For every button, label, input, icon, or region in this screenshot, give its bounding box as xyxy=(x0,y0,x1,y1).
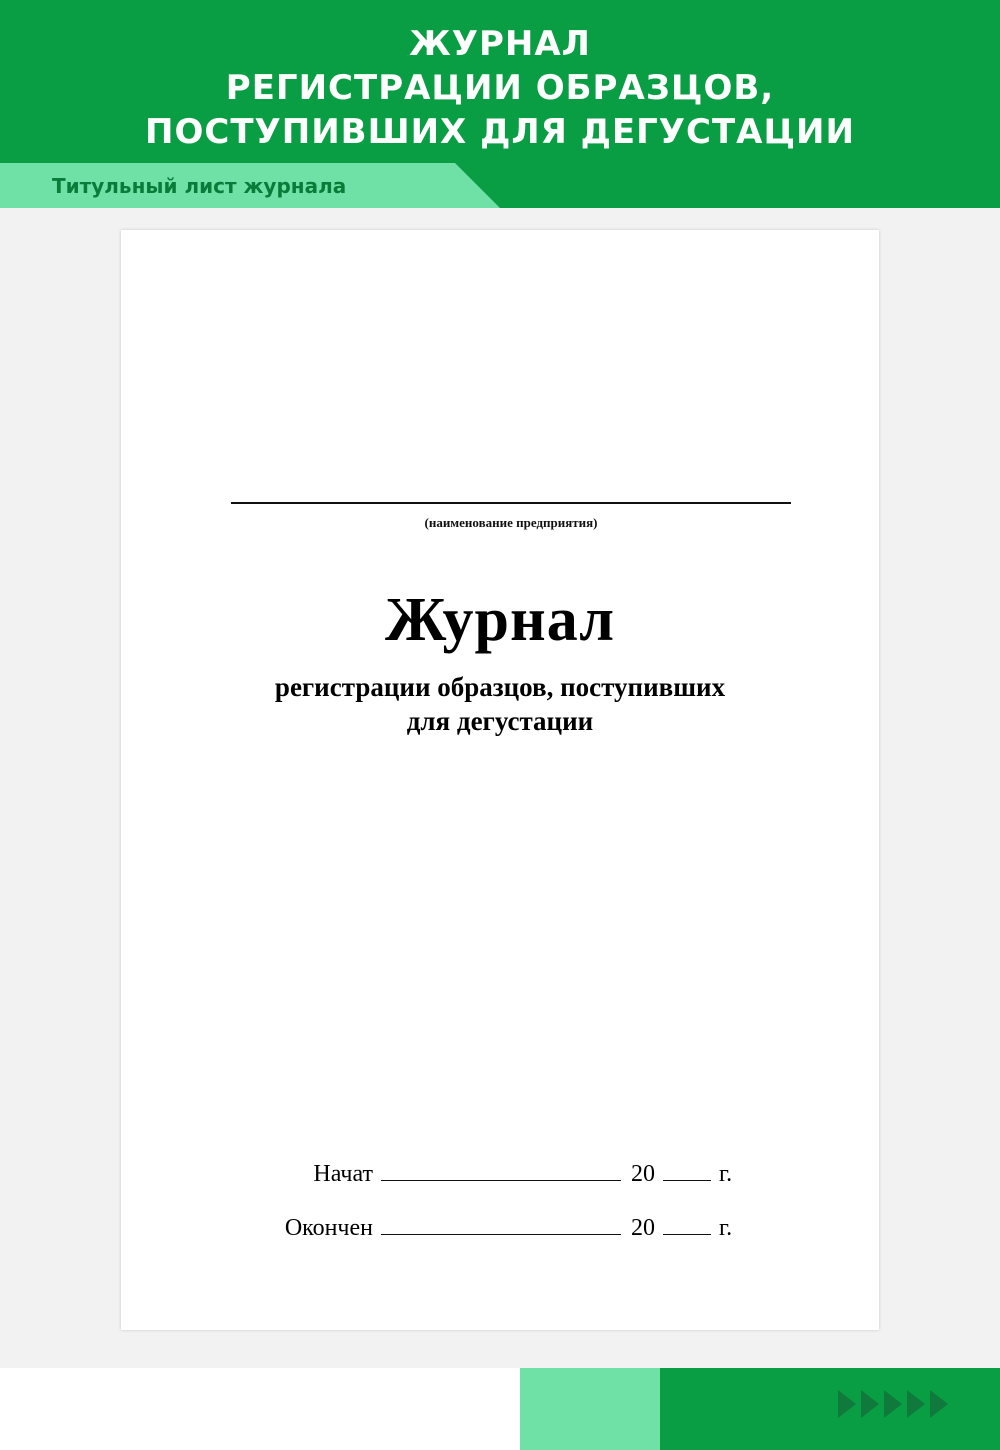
document-subtitle xyxy=(181,670,819,738)
started-label: Начат xyxy=(313,1161,373,1187)
document-page xyxy=(121,230,879,1330)
document-title: Журнал xyxy=(384,586,616,654)
chevron-right-icon xyxy=(861,1390,879,1418)
subtitle-band xyxy=(0,163,1000,208)
document-preview-area xyxy=(0,208,1000,1368)
started-year-suffix: г. xyxy=(719,1161,733,1187)
footer-accent-wedge xyxy=(520,1368,660,1450)
header-band xyxy=(0,0,1000,163)
finished-label: Окончен xyxy=(284,1215,373,1241)
page-title-line-1: ЖУРНАЛ xyxy=(409,24,591,64)
company-name-caption: (наименование предприятия) xyxy=(424,515,598,530)
finished-year-suffix: г. xyxy=(719,1215,733,1241)
finished-row xyxy=(121,1214,879,1242)
subtitle-label: Титульный лист журнала xyxy=(52,174,347,198)
chevron-right-icon xyxy=(907,1390,925,1418)
started-date-rule xyxy=(381,1160,621,1181)
document-footer-fields xyxy=(121,1160,879,1268)
page-title-line-2: РЕГИСТРАЦИИ ОБРАЗЦОВ, xyxy=(225,68,775,108)
finished-year-prefix: 20 xyxy=(631,1215,655,1241)
document-subtitle-line-1: регистрации образцов, поступивших xyxy=(274,672,726,702)
document-subtitle-line-2: для дегустации xyxy=(406,706,594,736)
footer-wedge-triangle xyxy=(438,1368,520,1450)
page-title xyxy=(0,22,1000,154)
chevron-right-icon xyxy=(838,1390,856,1418)
finished-year-rule xyxy=(663,1214,711,1235)
chevron-right-icon xyxy=(884,1390,902,1418)
page-title-line-3: ПОСТУПИВШИХ ДЛЯ ДЕГУСТАЦИИ xyxy=(145,112,855,152)
chevron-right-icon xyxy=(930,1390,948,1418)
started-year-prefix: 20 xyxy=(631,1161,655,1187)
started-year-rule xyxy=(663,1160,711,1181)
footer-arrows xyxy=(838,1390,948,1418)
started-row xyxy=(121,1160,879,1188)
company-name-rule xyxy=(231,502,791,504)
finished-date-rule xyxy=(381,1214,621,1235)
